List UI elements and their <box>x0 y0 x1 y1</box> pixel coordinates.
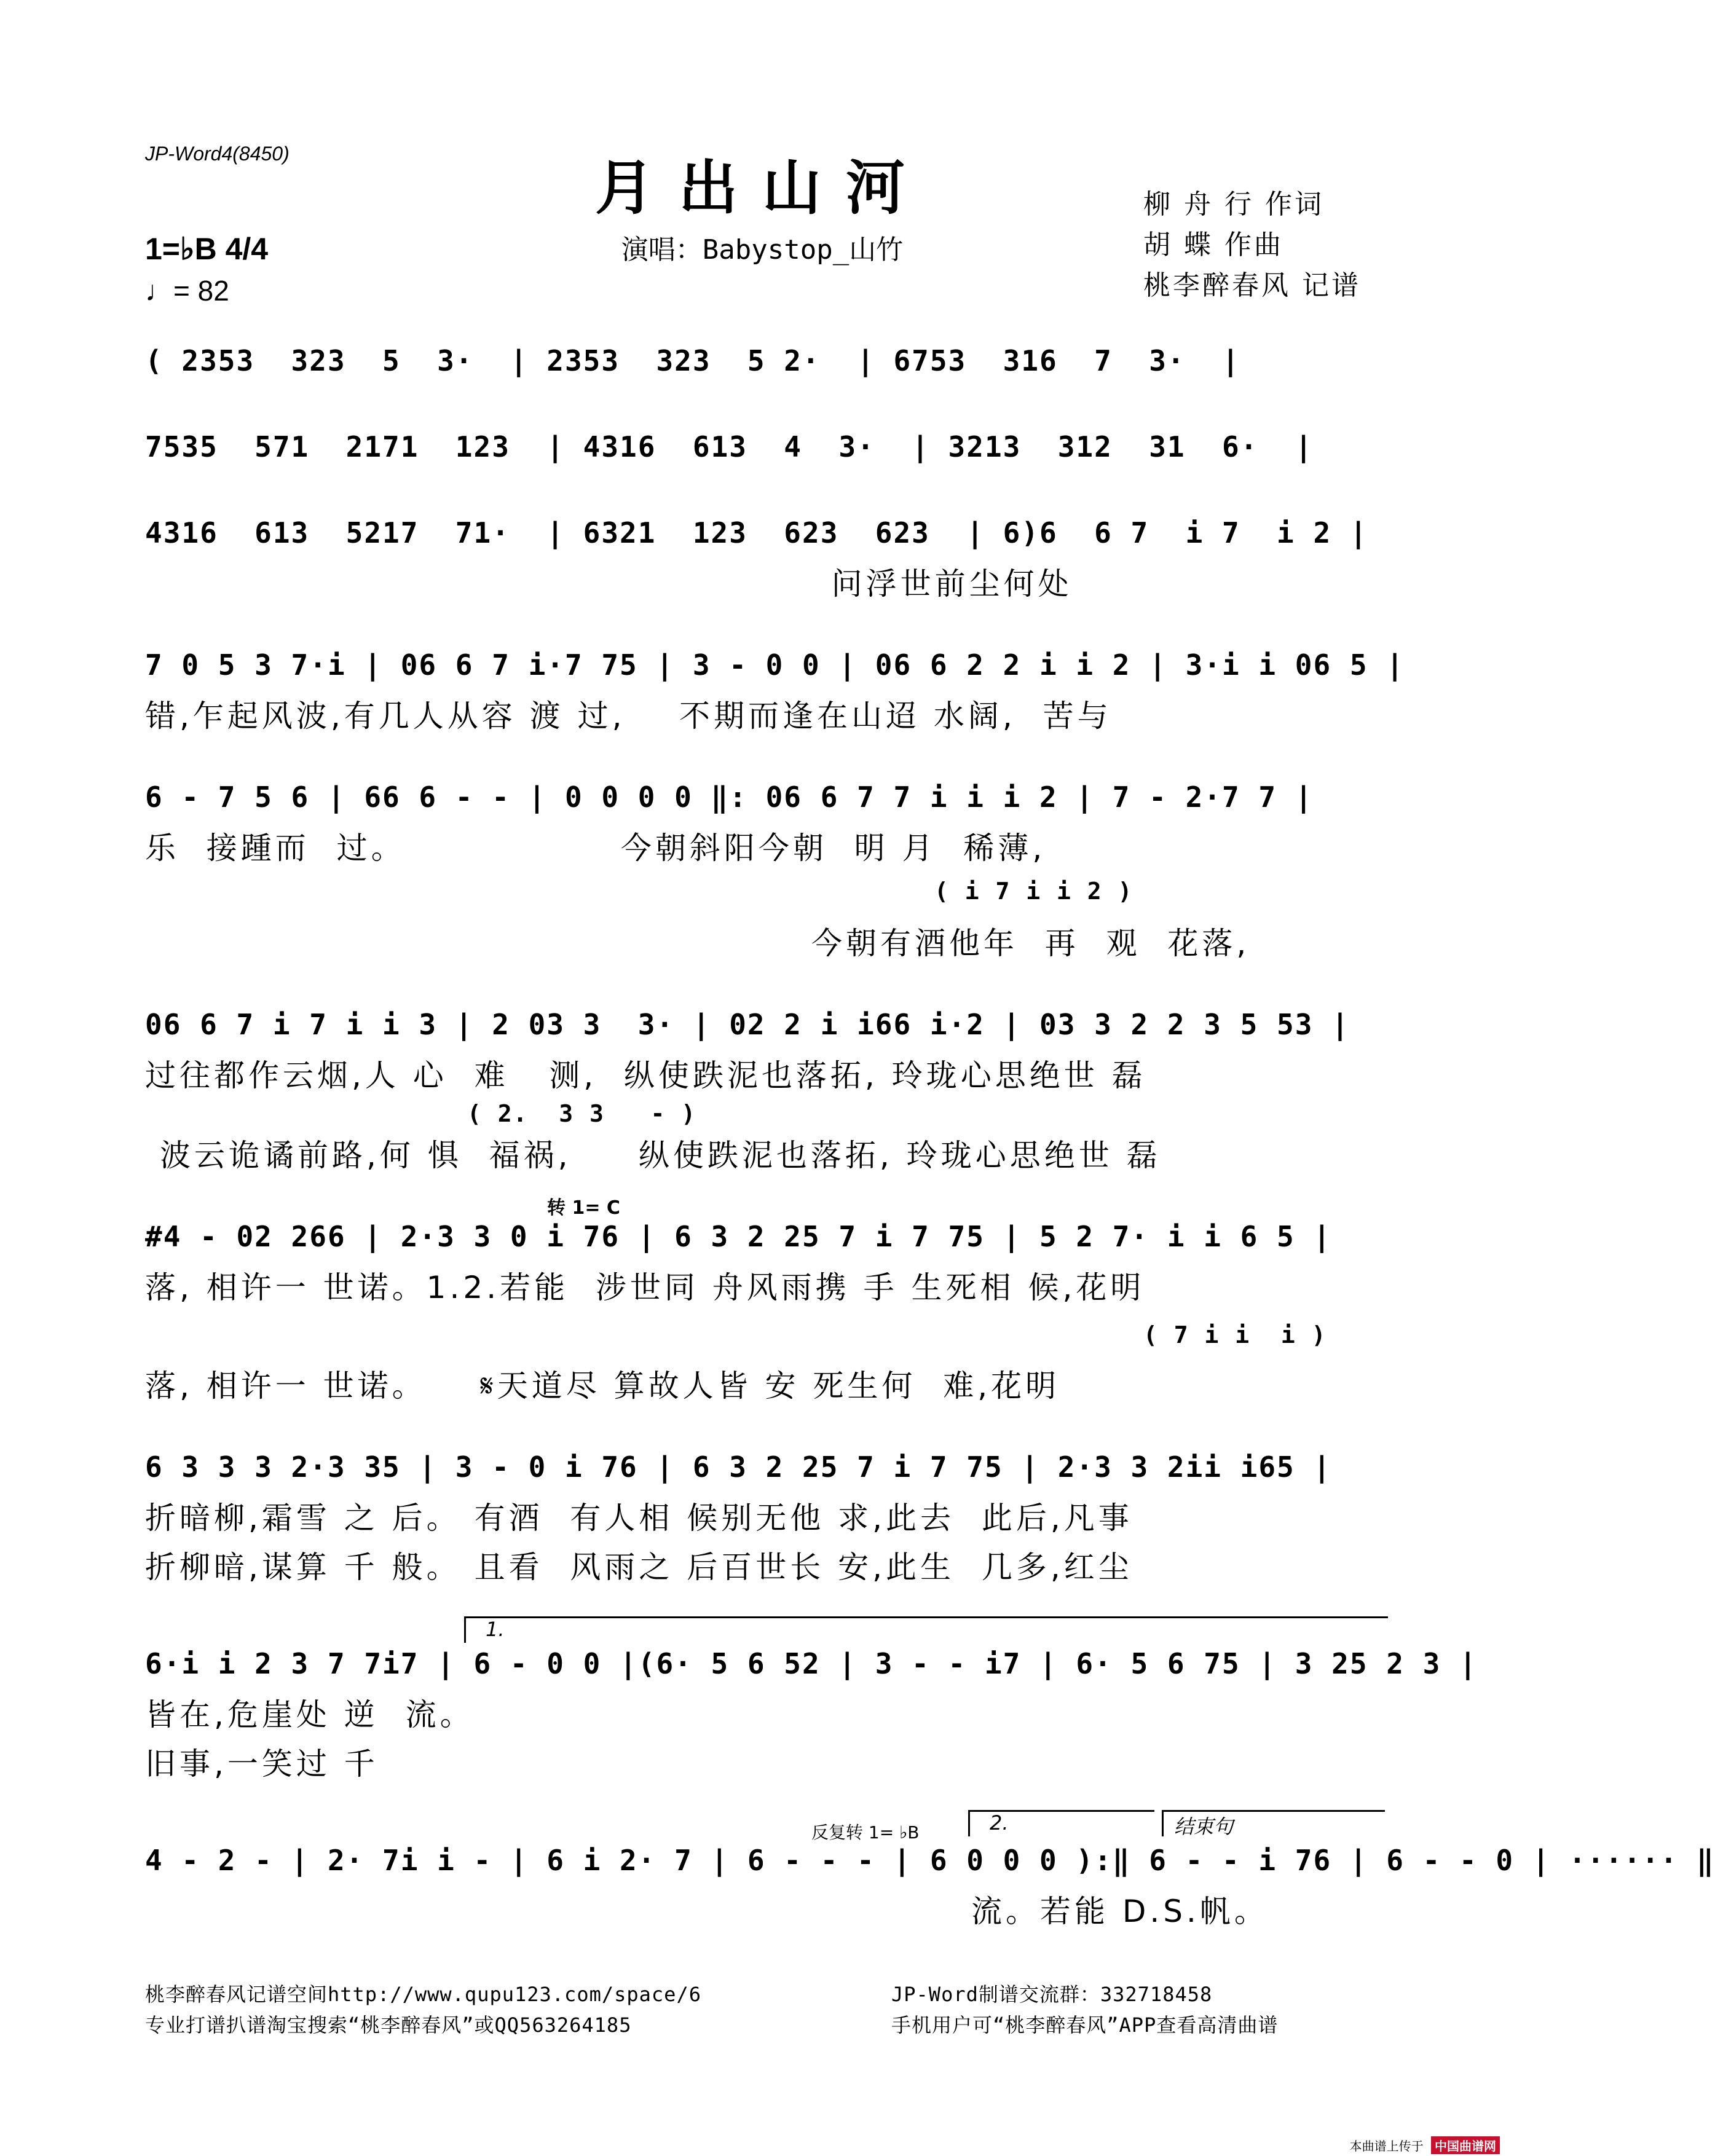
lyrics-row-6: 过往都作云烟,人 心 难 测, 纵使跌泥也落拓, 玲珑心思绝世 磊 <box>145 1058 1146 1093</box>
modulation-mark: 转 1= C <box>547 1197 620 1219</box>
song-title: 月出山河 <box>595 153 929 222</box>
lyrics-row-8-verse-2: 折柳暗,谋算 千 般。 且看 风雨之 后百世长 安,此生 几多,红尘 <box>145 1549 1133 1585</box>
repeat-modulation-mark: 反复转 1= ♭B <box>811 1822 920 1843</box>
notation-row-10: 4 - 2 - | 2· 7i i - | 6 i 2· 7 | 6 - - - | 6 0 0 0 ):‖ 6 - - i 76 | 6 - - 0 | ······ ‖ <box>145 1844 1715 1877</box>
notation-row-9: 6·i i 2 3 7 7i7 | 6 - 0 0 |(6· 5 6 52 | 3 - - i7 | 6· 5 6 75 | 3 25 2 3 | <box>145 1647 1478 1680</box>
lyrics-row-8-verse-1: 折暗柳,霜雪 之 后。 有酒 有人相 候别无他 求,此去 此后,凡事 <box>145 1500 1133 1536</box>
lyrics-row-10: 流。若能 D.S.帆。 <box>971 1894 1269 1929</box>
alt-lyrics-row-6: 波云诡谲前路,何 惧 福祸, 纵使跌泥也落拓, 玲珑心思绝世 磊 <box>160 1138 1161 1173</box>
lyrics-row-5: 乐 接踵而 过。 今朝斜阳今朝 明 月 稀薄, <box>145 830 1046 866</box>
notation-row-2: 7535 571 2171 123 | 4316 613 4 3· | 3213 312 31 6· | <box>145 430 1314 463</box>
upload-text: 本曲谱上传于 <box>1349 2139 1424 2154</box>
footer-left-line-1: 桃李醉春风记谱空间http://www.qupu123.com/space/6 <box>145 1983 701 2006</box>
notation-row-7: #4 - 02 266 | 2·3 3 0 i 76 | 6 3 2 25 7 i 7 75 | 5 2 7· i i 6 5 | <box>145 1220 1332 1253</box>
software-version: JP-Word4(8450) <box>145 143 290 165</box>
lyrics-row-3: 问浮世前尘何处 <box>145 566 1073 602</box>
volta-2-label: 2. <box>990 1811 1009 1835</box>
volta-1-label: 1. <box>486 1618 505 1641</box>
upload-credit <box>1350 2136 1500 2154</box>
tempo-mark: ♩= 82 <box>145 275 229 307</box>
singer-line: 演唱：Babystop_山竹 <box>621 234 904 266</box>
notation-row-1: ( 2353 323 5 3· | 2353 323 5 2· | 6753 316 7 3· | <box>145 344 1240 377</box>
footer-right-line-1: JP-Word制谱交流群：332718458 <box>891 1983 1213 2006</box>
composer: 胡 蝶 作曲 <box>1143 229 1283 261</box>
lyrics-row-7: 落, 相许一 世诺。1.2.若能 涉世同 舟风雨携 手 生死相 候,花明 <box>145 1270 1145 1305</box>
notation-row-4: 7 0 5 3 7·i | 06 6 7 i·7 75 | 3 - 0 0 | 06 6 2 2 i i 2 | 3·i i 06 5 | <box>145 648 1405 682</box>
footer-left-line-2: 专业打谱扒谱淘宝搜索“桃李醉春风”或QQ563264185 <box>145 2013 632 2037</box>
alt-notes-row-6: ( 2. 3 3 - ) <box>467 1100 697 1127</box>
transcriber: 桃李醉春风 记谱 <box>1143 270 1361 301</box>
alt-notes-row-5: ( i 7 i i 2 ) <box>934 878 1133 905</box>
notation-row-5: 6 - 7 5 6 | 66 6 - - | 0 0 0 0 ‖: 06 6 7 7 i i i 2 | 7 - 2·7 7 | <box>145 781 1314 814</box>
notation-row-8: 6 3 3 3 2·3 35 | 3 - 0 i 76 | 6 3 2 25 7 i 7 75 | 2·3 3 2ii i65 | <box>145 1450 1332 1484</box>
lyrics-row-9-verse-1: 皆在,危崖处 逆 流。 <box>145 1697 475 1733</box>
notation-row-6: 06 6 7 i 7 i i 3 | 2 03 3 3· | 02 2 i i66 i·2 | 03 3 2 2 3 5 53 | <box>145 1008 1350 1041</box>
lyrics-row-9-verse-2: 旧事,一笑过 千 <box>145 1746 379 1782</box>
notation-row-3: 4316 613 5217 71· | 6321 123 623 623 | 6)6 6 7 i 7 i 2 | <box>145 516 1368 549</box>
lyricist: 柳 舟 行 作词 <box>1143 189 1324 220</box>
ending-label: 结束句 <box>1174 1815 1234 1838</box>
key-signature: 1=♭B 4/4 <box>145 232 269 266</box>
lyrics-row-4: 错,乍起风波,有几人从容 渡 过, 不期而逢在山迢 水阔, 苦与 <box>145 698 1112 734</box>
alt-notes-row-7: ( 7 i i i ) <box>1143 1321 1327 1348</box>
credits <box>1143 184 1361 306</box>
alt-lyrics-row-5: 今朝有酒他年 再 观 花落, <box>811 926 1250 961</box>
volta-bracket-1 <box>464 1616 1388 1643</box>
site-logo: 中国曲谱网 <box>1431 2136 1500 2154</box>
footer-right-line-2: 手机用户可“桃李醉春风”APP查看高清曲谱 <box>891 2013 1279 2037</box>
alt-lyrics-row-7: 落, 相许一 世诺。 𝄋天道尽 算故人皆 安 死生何 难,花明 <box>145 1368 1060 1404</box>
